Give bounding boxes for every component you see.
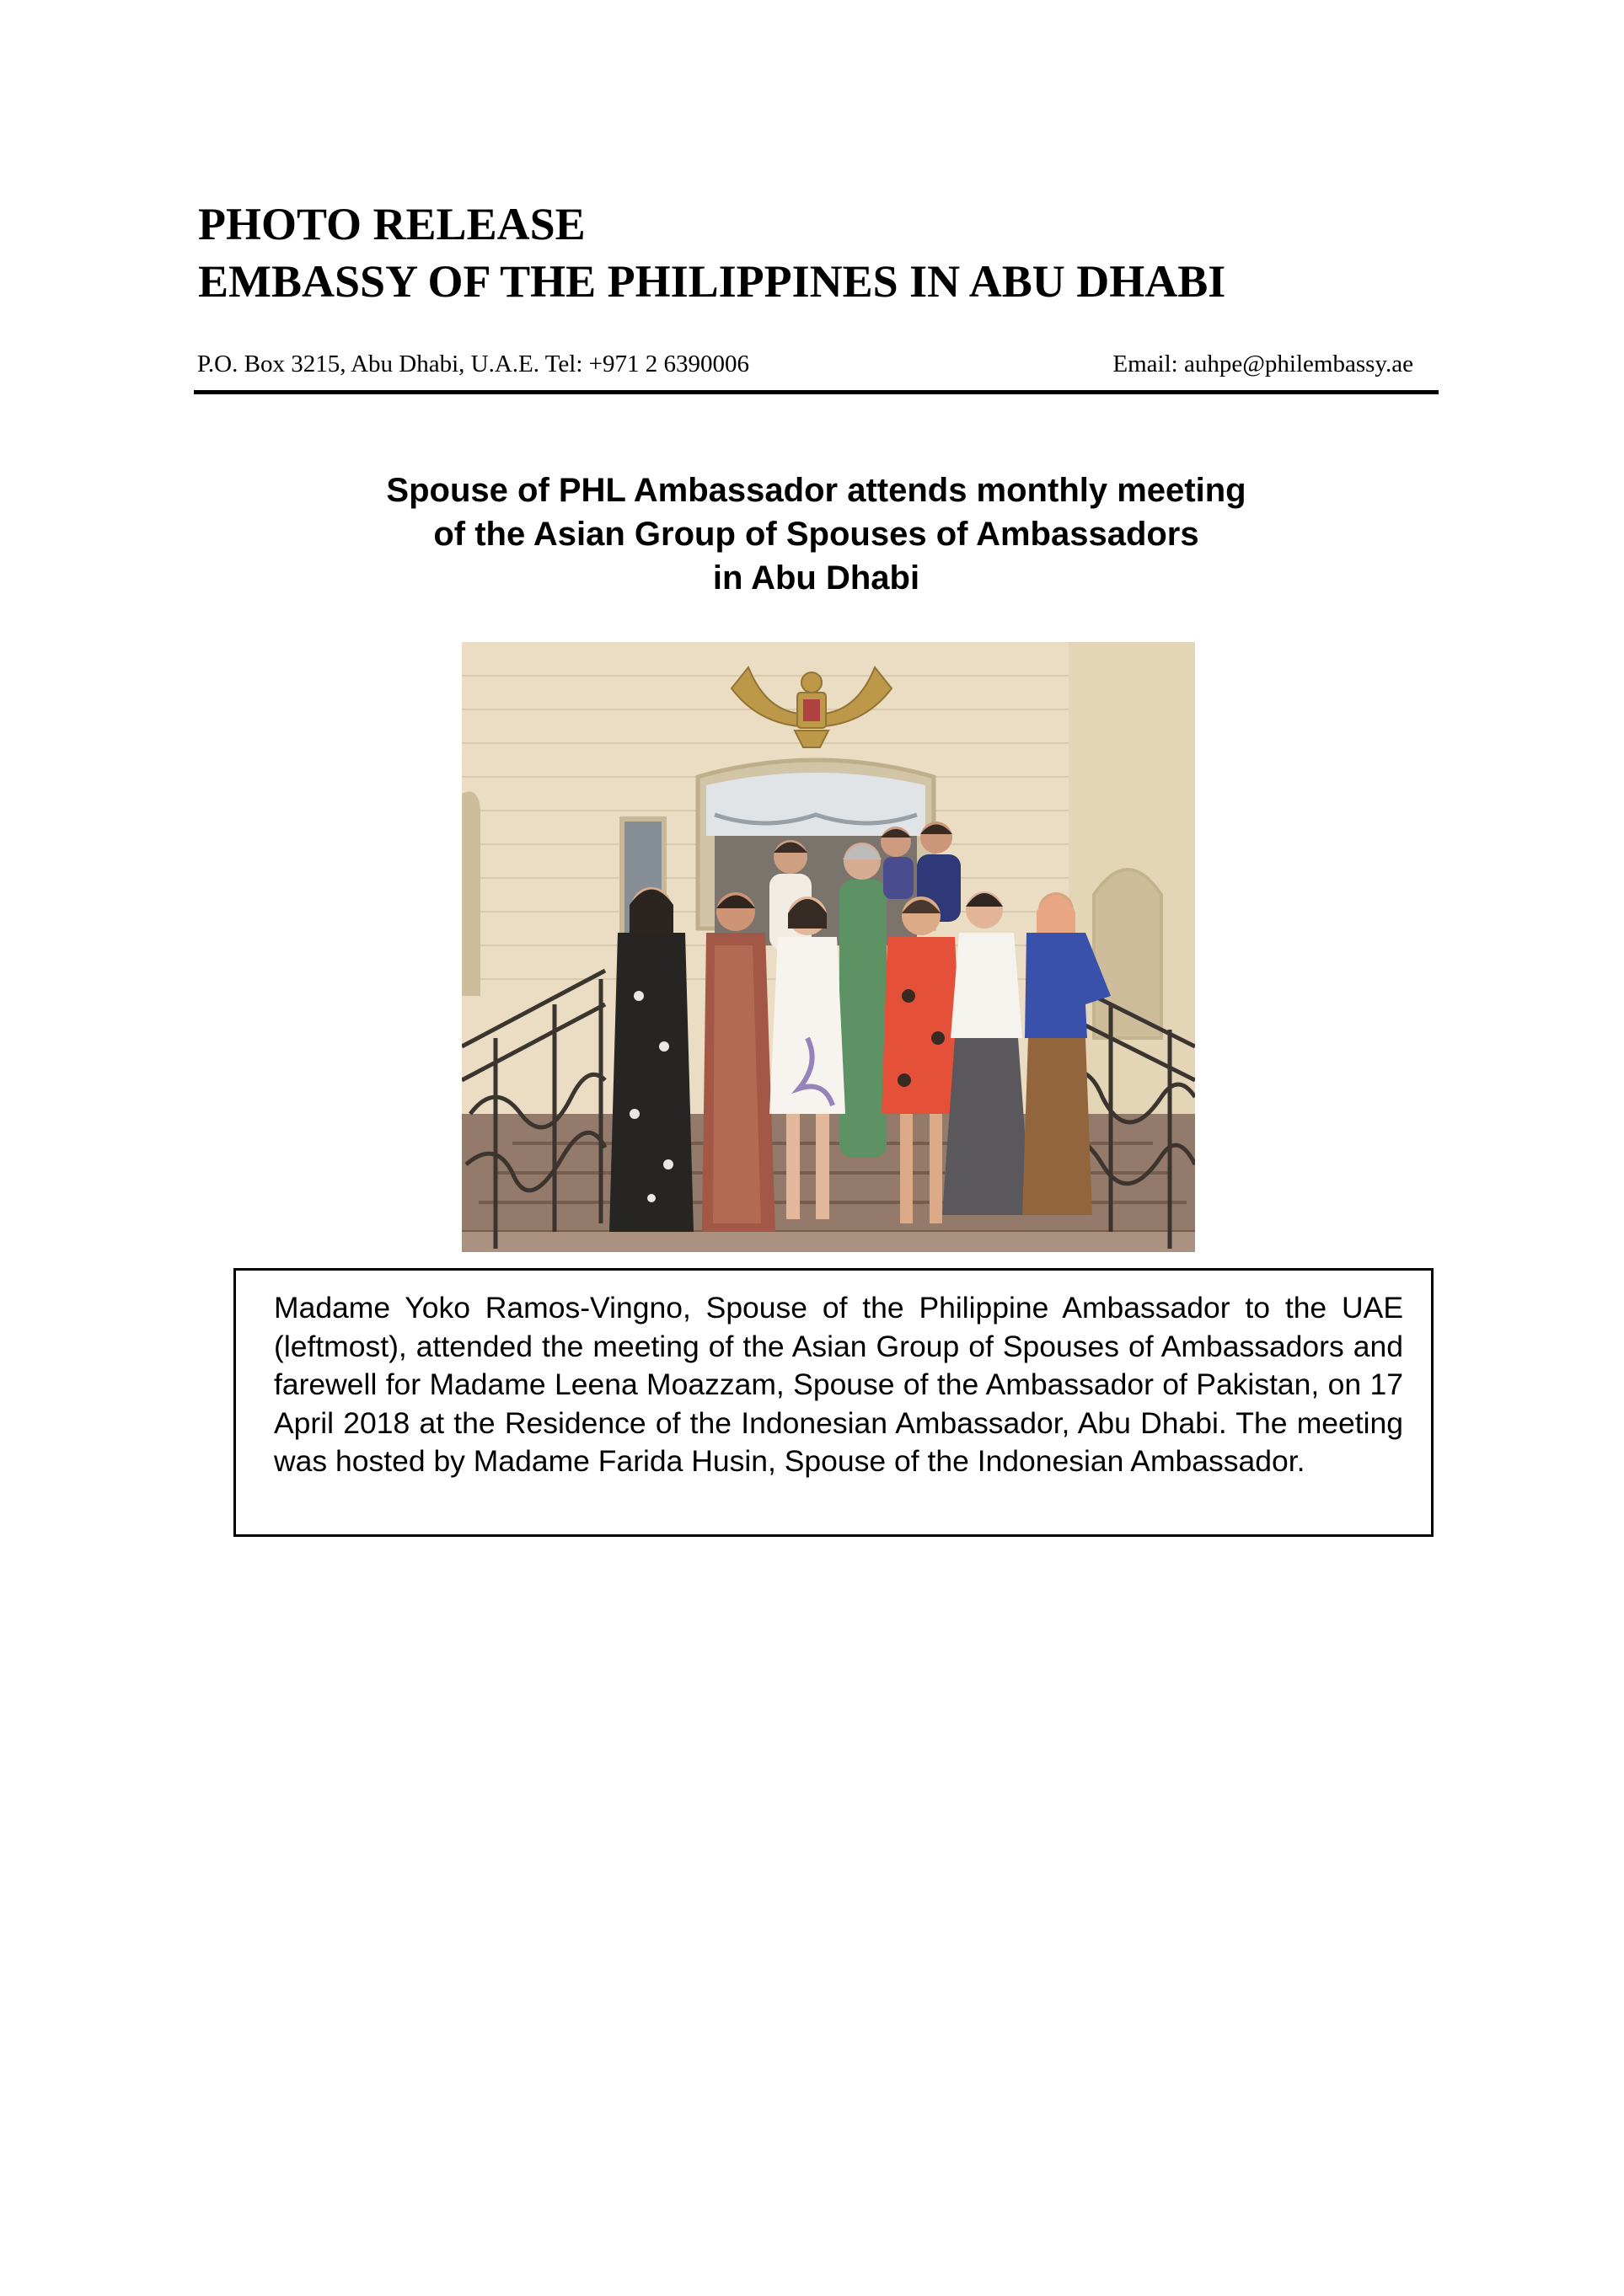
headline-line-1: Spouse of PHL Ambassador attends monthly meeting	[386, 472, 1246, 509]
photo-caption: Madame Yoko Ramos-Vingno, Spouse of the Philippine Ambassador to the UAE (leftmost), attended the meeting of the Asian Group of Spouses of Ambassadors and farewell for Madame Leena Moazzam, Spouse of the Ambassador of Pakistan, on 17 April 2018 at the Residence of the Indonesian Ambassador, Abu Dhabi. The meeting was hosted by Madame Farida Husin, Spouse of the Indonesian Ambassador.	[274, 1291, 1403, 1478]
header-divider	[194, 390, 1439, 394]
release-header-title	[198, 195, 1225, 310]
contact-email: Email: auhpe@philembassy.ae	[1112, 351, 1413, 377]
news-headline	[194, 468, 1439, 600]
headline-line-2: of the Asian Group of Spouses of Ambassadors	[433, 516, 1199, 553]
photo-caption-box	[233, 1268, 1434, 1537]
contact-address: P.O. Box 3215, Abu Dhabi, U.A.E. Tel: +971 2 6390006	[197, 351, 750, 377]
header-title-line-1: PHOTO RELEASE	[198, 199, 586, 249]
header-title-line-2: EMBASSY OF THE PHILIPPINES IN ABU DHABI	[198, 256, 1226, 307]
group-photo	[462, 642, 1195, 1252]
headline-line-3: in Abu Dhabi	[712, 559, 920, 597]
